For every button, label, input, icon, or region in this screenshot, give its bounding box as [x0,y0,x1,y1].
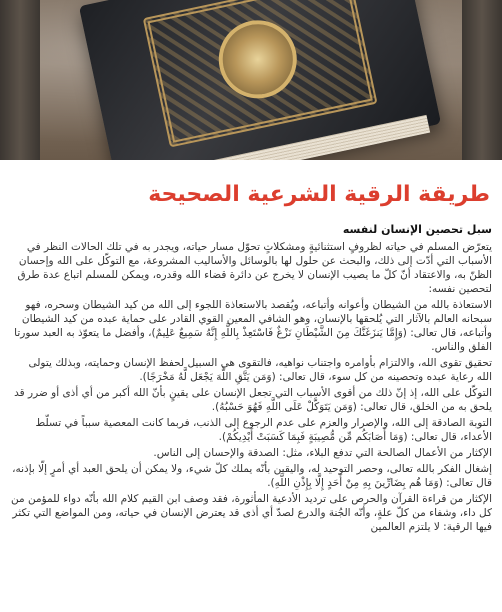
article-title: طريقة الرقية الشرعية الصحيحة [148,182,490,207]
paragraph-isti3adha: الاستعاذة بالله من الشيطان وأعوانه وأتباعه، ويُقصد بالاستعاذة اللجوء إلى الله من كيد الشيطان وسحره، فهو سبحانه العالم بالآثار التي يُلحقها بالإنسان، وهو الشافي المعين القوي القادر على حماية عبده من كيد الشيطان وأتباعه، قال تعالى: (وَإِمَّا يَنزَغَنَّكَ مِنَ الشَّيْطَانِ نَزْغٌ فَاسْتَعِذْ بِاللَّهِ إِنَّهُ سَمِيعٌ عَلِيمٌ)، وأفضل ما يتعوّذ به العبد سورتا الفلق والناس. [14,299,492,353]
paragraph-intro: يتعرّض المسلم في حياته لظروفٍ استثنائيةٍ ومشكلاتٍ تحوّل مسار حياته، ويجدر به في تلك الحالات النظر في الأسباب التي أدّت إلى ذلك، والبحث عن حلول لها بالوسائل والأساليب المشروعة، مع التوكّل على الله وإحسان الظنّ به، والاعتقاد أنّ كلّ ما يصيب الإنسان لا يخرج عن دائرة قضاء الله وقدره، ويمكن للمسلم اتباع عدة طرق لتحصين نفسه: [17,241,492,295]
paragraph-good-deeds: الإكثار من الأعمال الصالحة التي تدفع البلاء، مثل: الصدقة والإحسان إلى الناس. [153,447,492,459]
paragraph-taqwa: تحقيق تقوى الله، والالتزام بأوامره واجتناب نواهيه، فالتقوى هي السبيل لحفظ الإنسان وحمايته، وبذلك يتولى الله رعاية عبده وتحصينه من كل سوء، قال تعالى: (وَمَن يَتَّقِ اللَّهَ يَجْعَل لَّهُ مَخْرَجًا). [28,357,492,383]
paragraph-tawba: التوبة الصادقة إلى الله، والإصرار والعزم على عدم الرجوع إلى الذنب، فربما كانت المعصية سبباً في تسلّط الأعداء، قال تعالى: (وَمَا أَصَابَكُم مِّن مُّصِيبَةٍ فَبِمَا كَسَبَتْ أَيْدِيكُمْ). [35,417,492,443]
paragraph-quran: الإكثار من قراءة القرآن والحرص على ترديد الأدعية المأثورة، فقد وصف ابن القيم كلام الله بأنّه دواء للمؤمن من كل داء، وشفاء من كلّ علةٍ، وأنّه الجُنة والدرع لصدّ أي أذى قد يعترض الإنسان في حياته، ومن المواضع التي تكثر فيها الرقية: لا يلتزم العالمين [11,493,492,533]
section-subheading: سبل تحصين الإنسان لنفسه [342,223,492,236]
hero-pillar-right [462,0,502,160]
hero-image [0,0,502,160]
hero-pillar-left [0,0,40,160]
paragraph-tawheed: إشغال الفكر بالله تعالى، وحصر التوحيد له، واليقين بأنّه يملك كلّ شيء، ولا يمكن أن يلحق العبد أي أمرٍ إلّا بإذنه، قال تعالى: (وَمَا هُم بِضَارِّينَ بِهِ مِنْ أَحَدٍ إِلَّا بِإِذْنِ اللَّهِ). [12,463,492,489]
article-body [0,223,502,534]
paragraph-tawakkul: التوكّل على الله، إذ إنّ ذلك من أقوى الأسباب التي تجعل الإنسان على يقينٍ بأنّ الله أكبر من أي أذى أو ضرر قد يلحق به من الخلق، قال تعالى: (وَمَن يَتَوَكَّلْ عَلَى اللَّهِ فَهُوَ حَسْبُهُ). [14,387,492,413]
